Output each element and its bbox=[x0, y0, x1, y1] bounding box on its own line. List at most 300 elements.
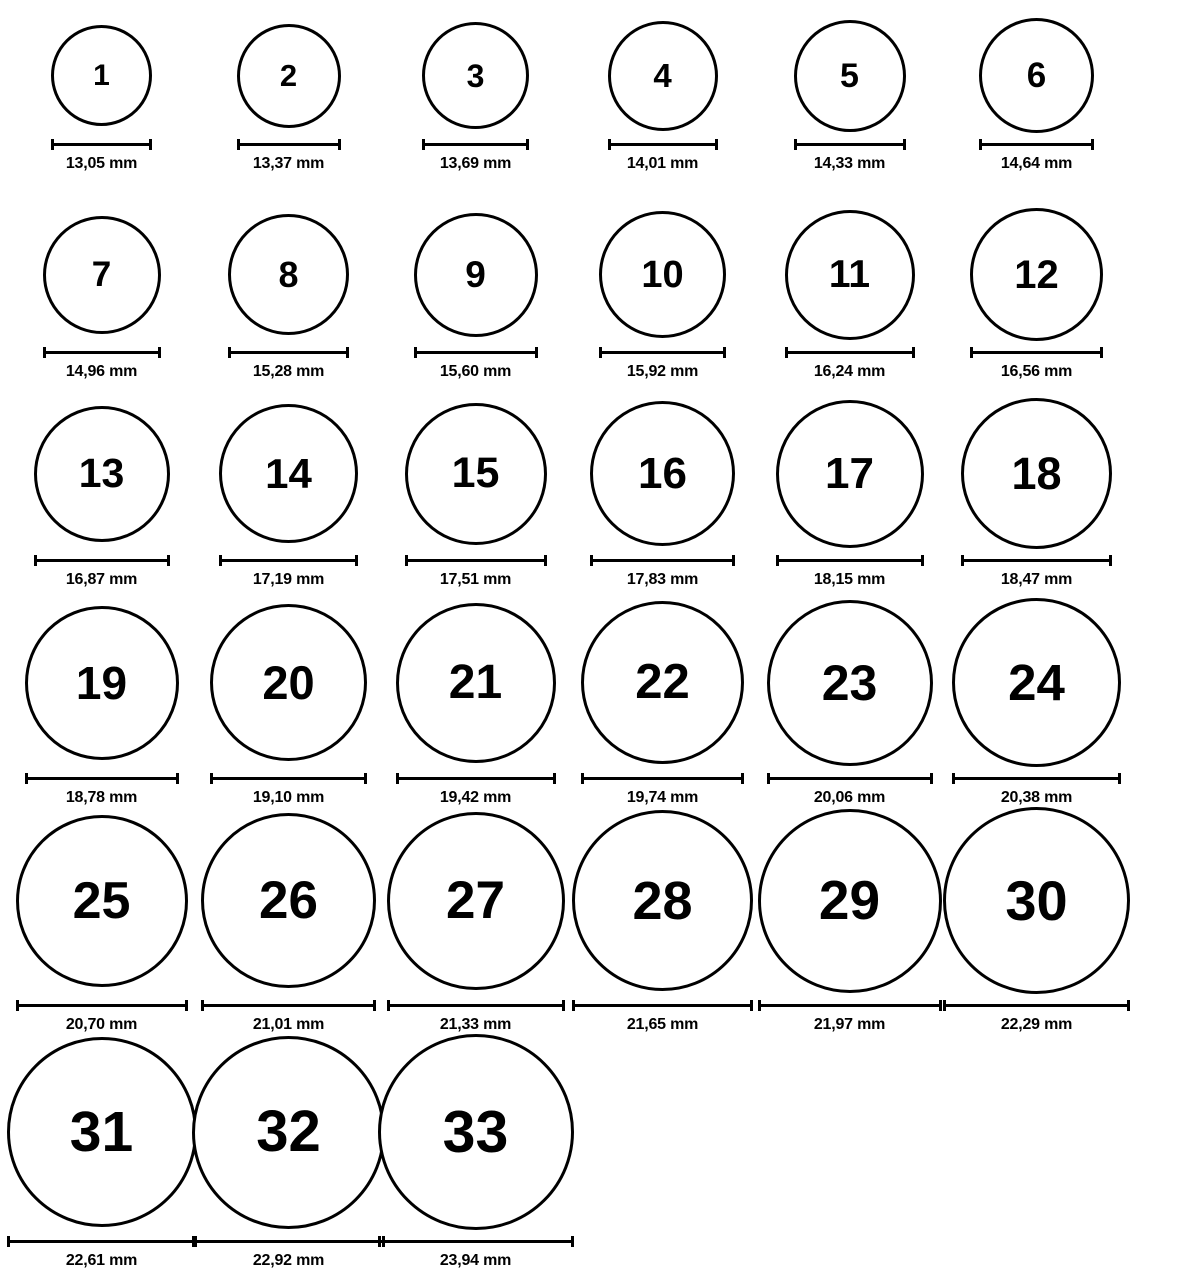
ruler-cap-right bbox=[185, 1000, 188, 1011]
ruler-bar bbox=[43, 351, 161, 354]
ruler-cap-left bbox=[201, 1000, 204, 1011]
ring-circle bbox=[237, 24, 341, 128]
ruler-bar bbox=[201, 1004, 376, 1007]
ruler-cap-left bbox=[34, 555, 37, 566]
ring-circle-wrap bbox=[219, 398, 358, 549]
ruler-cap-left bbox=[237, 139, 240, 150]
ruler-cap-left bbox=[767, 773, 770, 784]
ring-size-cell bbox=[195, 208, 382, 381]
ring-size-number: 33 bbox=[442, 1098, 509, 1165]
ring-size-number: 22 bbox=[635, 655, 690, 709]
ring-size-cell bbox=[756, 398, 943, 589]
ring-size-cell bbox=[8, 807, 195, 1034]
size-row bbox=[8, 208, 1192, 398]
diameter-label: 17,51 mm bbox=[439, 571, 512, 588]
diameter-label: 16,56 mm bbox=[1000, 363, 1073, 380]
ruler-cap-left bbox=[210, 773, 213, 784]
ring-size-number: 2 bbox=[279, 58, 298, 93]
ring-circle bbox=[794, 20, 906, 132]
ring-circle-wrap bbox=[970, 208, 1103, 341]
ruler-cap-left bbox=[387, 1000, 390, 1011]
ruler-cap-right bbox=[921, 555, 924, 566]
ring-size-number: 15 bbox=[451, 449, 500, 497]
ruler-cap-left bbox=[16, 1000, 19, 1011]
ring-circle-wrap bbox=[396, 598, 556, 767]
ring-size-cell bbox=[382, 1034, 569, 1270]
diameter-ruler bbox=[405, 555, 547, 566]
ring-size-cell bbox=[943, 18, 1130, 173]
ruler-cap-right bbox=[553, 773, 556, 784]
ruler-cap-right bbox=[903, 139, 906, 150]
ring-circle bbox=[970, 208, 1103, 341]
ring-size-number: 29 bbox=[818, 869, 881, 931]
ring-size-number: 8 bbox=[278, 253, 299, 295]
ring-circle-wrap bbox=[952, 598, 1121, 767]
ring-circle bbox=[201, 813, 376, 988]
diameter-ruler bbox=[785, 347, 915, 358]
ruler-cap-right bbox=[149, 139, 152, 150]
diameter-ruler bbox=[219, 555, 358, 566]
diameter-ruler bbox=[237, 139, 341, 150]
ruler-bar bbox=[228, 351, 349, 354]
ring-size-number: 9 bbox=[465, 254, 486, 295]
ring-circle-wrap bbox=[961, 398, 1112, 549]
diameter-ruler bbox=[16, 1000, 188, 1011]
ruler-cap-left bbox=[219, 555, 222, 566]
ring-circle bbox=[414, 213, 538, 337]
ruler-bar bbox=[776, 559, 924, 562]
ring-size-cell bbox=[943, 208, 1130, 381]
ring-circle bbox=[16, 815, 188, 987]
diameter-label: 19,42 mm bbox=[439, 789, 512, 806]
diameter-label: 15,92 mm bbox=[626, 363, 699, 380]
ruler-bar bbox=[794, 143, 906, 146]
ruler-cap-right bbox=[1118, 773, 1121, 784]
diameter-label: 14,33 mm bbox=[813, 155, 886, 172]
ring-size-cell bbox=[8, 398, 195, 589]
ring-circle bbox=[387, 812, 565, 990]
ring-circle bbox=[405, 403, 547, 545]
diameter-ruler bbox=[422, 139, 529, 150]
ring-circle-wrap bbox=[378, 1034, 574, 1230]
ring-circle-wrap bbox=[572, 807, 753, 994]
ring-size-number: 24 bbox=[1008, 654, 1065, 711]
size-row bbox=[8, 1034, 1192, 1270]
diameter-label: 20,38 mm bbox=[1000, 789, 1073, 806]
ring-circle-wrap bbox=[599, 208, 726, 341]
diameter-label: 14,96 mm bbox=[65, 363, 138, 380]
ruler-cap-left bbox=[785, 347, 788, 358]
ruler-cap-right bbox=[1100, 347, 1103, 358]
ring-size-cell bbox=[382, 807, 569, 1034]
diameter-ruler bbox=[414, 347, 538, 358]
diameter-label: 13,69 mm bbox=[439, 155, 512, 172]
diameter-label: 21,33 mm bbox=[439, 1016, 512, 1033]
ring-size-number: 32 bbox=[256, 1099, 321, 1164]
ring-size-number: 12 bbox=[1014, 252, 1059, 297]
ring-circle-wrap bbox=[590, 398, 735, 549]
ruler-bar bbox=[378, 1240, 574, 1243]
ring-size-cell bbox=[569, 398, 756, 589]
diameter-ruler bbox=[7, 1236, 197, 1247]
ruler-cap-left bbox=[378, 1236, 381, 1247]
ring-circle-wrap bbox=[405, 398, 547, 549]
ruler-bar bbox=[192, 1240, 385, 1243]
ring-circle-wrap bbox=[228, 208, 349, 341]
diameter-ruler bbox=[396, 773, 556, 784]
ring-size-cell bbox=[8, 208, 195, 381]
ring-circle-wrap bbox=[237, 18, 341, 133]
ruler-cap-left bbox=[414, 347, 417, 358]
size-row bbox=[8, 807, 1192, 1034]
ruler-cap-left bbox=[794, 139, 797, 150]
diameter-ruler bbox=[581, 773, 744, 784]
ruler-cap-left bbox=[51, 139, 54, 150]
ring-size-number: 7 bbox=[91, 255, 112, 294]
ruler-cap-left bbox=[572, 1000, 575, 1011]
diameter-ruler bbox=[794, 139, 906, 150]
ruler-bar bbox=[422, 143, 529, 146]
ring-size-cell bbox=[8, 598, 195, 807]
diameter-ruler bbox=[608, 139, 718, 150]
diameter-ruler bbox=[943, 1000, 1130, 1011]
ruler-bar bbox=[970, 351, 1103, 354]
diameter-ruler bbox=[970, 347, 1103, 358]
diameter-ruler bbox=[572, 1000, 753, 1011]
diameter-ruler bbox=[590, 555, 735, 566]
ring-circle bbox=[7, 1037, 197, 1227]
diameter-ruler bbox=[961, 555, 1112, 566]
diameter-label: 22,92 mm bbox=[252, 1252, 325, 1269]
ring-size-number: 18 bbox=[1011, 448, 1062, 499]
diameter-ruler bbox=[387, 1000, 565, 1011]
ring-size-cell bbox=[195, 807, 382, 1034]
ring-size-number: 10 bbox=[641, 253, 684, 296]
ruler-cap-right bbox=[1109, 555, 1112, 566]
ruler-cap-right bbox=[544, 555, 547, 566]
ruler-cap-left bbox=[758, 1000, 761, 1011]
ruler-bar bbox=[979, 143, 1094, 146]
ring-circle bbox=[979, 18, 1094, 133]
ruler-bar bbox=[961, 559, 1112, 562]
size-row bbox=[8, 398, 1192, 598]
ring-circle-wrap bbox=[25, 598, 179, 767]
diameter-label: 16,87 mm bbox=[65, 571, 138, 588]
ring-size-number: 1 bbox=[93, 58, 110, 92]
ruler-cap-right bbox=[338, 139, 341, 150]
ruler-cap-left bbox=[776, 555, 779, 566]
diameter-label: 19,10 mm bbox=[252, 789, 325, 806]
ring-size-cell bbox=[8, 18, 195, 173]
ring-size-number: 14 bbox=[265, 449, 312, 497]
diameter-label: 15,28 mm bbox=[252, 363, 325, 380]
ring-size-cell bbox=[943, 598, 1130, 807]
ruler-cap-right bbox=[535, 347, 538, 358]
diameter-label: 21,97 mm bbox=[813, 1016, 886, 1033]
ring-circle bbox=[590, 401, 735, 546]
ruler-cap-left bbox=[422, 139, 425, 150]
ruler-bar bbox=[219, 559, 358, 562]
ring-circle bbox=[572, 810, 753, 991]
ruler-bar bbox=[51, 143, 152, 146]
ring-size-cell bbox=[195, 18, 382, 173]
ruler-cap-left bbox=[608, 139, 611, 150]
ring-circle-wrap bbox=[785, 208, 915, 341]
ring-size-number: 5 bbox=[840, 56, 859, 95]
ring-size-cell bbox=[569, 208, 756, 381]
ruler-bar bbox=[785, 351, 915, 354]
ruler-bar bbox=[599, 351, 726, 354]
diameter-ruler bbox=[228, 347, 349, 358]
ring-circle-wrap bbox=[201, 807, 376, 994]
ruler-bar bbox=[590, 559, 735, 562]
ruler-bar bbox=[25, 777, 179, 780]
ring-circle-wrap bbox=[210, 598, 367, 767]
ring-circle-wrap bbox=[422, 18, 529, 133]
ruler-bar bbox=[210, 777, 367, 780]
diameter-ruler bbox=[378, 1236, 574, 1247]
ruler-cap-right bbox=[562, 1000, 565, 1011]
ring-circle bbox=[51, 25, 152, 126]
diameter-label: 17,19 mm bbox=[252, 571, 325, 588]
ring-circle bbox=[599, 211, 726, 338]
ring-circle-wrap bbox=[414, 208, 538, 341]
ring-circle bbox=[785, 210, 915, 340]
ring-size-cell bbox=[195, 398, 382, 589]
ring-circle bbox=[25, 606, 179, 760]
ring-circle-wrap bbox=[758, 807, 942, 994]
diameter-label: 18,15 mm bbox=[813, 571, 886, 588]
ring-circle-wrap bbox=[581, 598, 744, 767]
ruler-cap-left bbox=[970, 347, 973, 358]
diameter-ruler bbox=[43, 347, 161, 358]
ruler-cap-right bbox=[355, 555, 358, 566]
ring-circle bbox=[43, 216, 161, 334]
ring-circle-wrap bbox=[192, 1034, 385, 1230]
ruler-cap-left bbox=[952, 773, 955, 784]
ring-size-number: 28 bbox=[632, 870, 693, 931]
ring-size-number: 25 bbox=[72, 871, 131, 930]
ring-size-cell bbox=[756, 208, 943, 381]
ruler-cap-right bbox=[364, 773, 367, 784]
diameter-ruler bbox=[758, 1000, 942, 1011]
ring-circle-wrap bbox=[7, 1034, 197, 1230]
diameter-ruler bbox=[51, 139, 152, 150]
ring-circle-wrap bbox=[767, 598, 933, 767]
diameter-label: 15,60 mm bbox=[439, 363, 512, 380]
ruler-bar bbox=[396, 777, 556, 780]
ruler-cap-right bbox=[1127, 1000, 1130, 1011]
ring-size-number: 17 bbox=[825, 448, 874, 498]
ring-circle bbox=[943, 807, 1130, 994]
ruler-cap-right bbox=[373, 1000, 376, 1011]
ring-size-number: 20 bbox=[262, 656, 315, 709]
diameter-label: 21,65 mm bbox=[626, 1016, 699, 1033]
ruler-cap-left bbox=[405, 555, 408, 566]
ruler-cap-left bbox=[581, 773, 584, 784]
ruler-cap-right bbox=[1091, 139, 1094, 150]
diameter-label: 18,47 mm bbox=[1000, 571, 1073, 588]
ring-circle-wrap bbox=[387, 807, 565, 994]
ring-size-number: 27 bbox=[446, 871, 505, 930]
ring-size-cell bbox=[943, 398, 1130, 589]
diameter-ruler bbox=[25, 773, 179, 784]
diameter-ruler bbox=[979, 139, 1094, 150]
diameter-ruler bbox=[34, 555, 170, 566]
ring-size-number: 6 bbox=[1026, 56, 1047, 95]
ruler-bar bbox=[581, 777, 744, 780]
diameter-label: 20,70 mm bbox=[65, 1016, 138, 1033]
diameter-ruler bbox=[767, 773, 933, 784]
ring-size-cell bbox=[195, 598, 382, 807]
ring-circle bbox=[210, 604, 367, 761]
diameter-label: 20,06 mm bbox=[813, 789, 886, 806]
diameter-ruler bbox=[599, 347, 726, 358]
ring-size-cell bbox=[569, 18, 756, 173]
ring-circle bbox=[758, 809, 942, 993]
ring-circle-wrap bbox=[943, 807, 1130, 994]
ring-size-cell bbox=[382, 18, 569, 173]
ruler-bar bbox=[34, 559, 170, 562]
ring-size-cell bbox=[569, 807, 756, 1034]
ring-size-number: 26 bbox=[259, 871, 318, 930]
ring-circle bbox=[776, 400, 924, 548]
diameter-label: 13,37 mm bbox=[252, 155, 325, 172]
ruler-cap-right bbox=[741, 773, 744, 784]
ring-size-number: 11 bbox=[828, 253, 871, 296]
ring-circle bbox=[396, 603, 556, 763]
ruler-bar bbox=[237, 143, 341, 146]
ruler-bar bbox=[767, 777, 933, 780]
ring-size-number: 4 bbox=[653, 57, 672, 94]
ruler-cap-left bbox=[228, 347, 231, 358]
ruler-bar bbox=[16, 1004, 188, 1007]
ring-circle-wrap bbox=[43, 208, 161, 341]
ruler-cap-right bbox=[346, 347, 349, 358]
ruler-cap-left bbox=[943, 1000, 946, 1011]
diameter-label: 23,94 mm bbox=[439, 1252, 512, 1269]
diameter-ruler bbox=[776, 555, 924, 566]
ring-size-cell bbox=[195, 1034, 382, 1270]
diameter-label: 22,29 mm bbox=[1000, 1016, 1073, 1033]
ring-circle bbox=[961, 398, 1112, 549]
ring-circle bbox=[608, 21, 718, 131]
diameter-label: 13,05 mm bbox=[65, 155, 138, 172]
ruler-cap-right bbox=[158, 347, 161, 358]
diameter-label: 17,83 mm bbox=[626, 571, 699, 588]
diameter-ruler bbox=[192, 1236, 385, 1247]
ring-size-number: 31 bbox=[69, 1099, 134, 1164]
ring-size-number: 19 bbox=[75, 656, 128, 709]
ring-size-number: 23 bbox=[821, 654, 878, 711]
ruler-bar bbox=[758, 1004, 942, 1007]
ruler-bar bbox=[572, 1004, 753, 1007]
ruler-cap-right bbox=[167, 555, 170, 566]
ruler-cap-right bbox=[930, 773, 933, 784]
diameter-ruler bbox=[952, 773, 1121, 784]
ruler-cap-right bbox=[750, 1000, 753, 1011]
diameter-label: 22,61 mm bbox=[65, 1252, 138, 1269]
ring-size-cell bbox=[756, 598, 943, 807]
ruler-cap-left bbox=[961, 555, 964, 566]
ruler-cap-left bbox=[7, 1236, 10, 1247]
ruler-cap-left bbox=[43, 347, 46, 358]
ruler-cap-right bbox=[715, 139, 718, 150]
ring-size-cell bbox=[569, 598, 756, 807]
ring-circle-wrap bbox=[16, 807, 188, 994]
ring-circle-wrap bbox=[34, 398, 170, 549]
ring-circle bbox=[34, 406, 170, 542]
diameter-label: 21,01 mm bbox=[252, 1016, 325, 1033]
size-row bbox=[8, 18, 1192, 208]
ring-circle bbox=[219, 404, 358, 543]
ring-size-number: 30 bbox=[1005, 868, 1068, 932]
ruler-bar bbox=[952, 777, 1121, 780]
ruler-bar bbox=[405, 559, 547, 562]
ring-circle-wrap bbox=[608, 18, 718, 133]
ruler-bar bbox=[943, 1004, 1130, 1007]
ring-size-number: 13 bbox=[78, 450, 125, 496]
ruler-cap-right bbox=[939, 1000, 942, 1011]
ring-circle-wrap bbox=[794, 18, 906, 133]
ring-size-number: 3 bbox=[466, 57, 485, 94]
ring-size-number: 21 bbox=[448, 655, 503, 709]
ruler-cap-left bbox=[599, 347, 602, 358]
ruler-cap-left bbox=[25, 773, 28, 784]
ruler-cap-right bbox=[526, 139, 529, 150]
ruler-cap-left bbox=[396, 773, 399, 784]
diameter-label: 19,74 mm bbox=[626, 789, 699, 806]
ruler-cap-right bbox=[176, 773, 179, 784]
ring-size-cell bbox=[756, 807, 943, 1034]
ruler-cap-right bbox=[723, 347, 726, 358]
ruler-cap-right bbox=[912, 347, 915, 358]
ring-circle bbox=[422, 22, 529, 129]
ruler-bar bbox=[608, 143, 718, 146]
ring-size-cell bbox=[943, 807, 1130, 1034]
ruler-cap-left bbox=[192, 1236, 195, 1247]
ruler-cap-left bbox=[590, 555, 593, 566]
ring-circle bbox=[952, 598, 1121, 767]
ring-circle-wrap bbox=[51, 18, 152, 133]
ring-circle-wrap bbox=[776, 398, 924, 549]
ruler-bar bbox=[7, 1240, 197, 1243]
ring-circle bbox=[378, 1034, 574, 1230]
ring-circle bbox=[581, 601, 744, 764]
ring-size-cell bbox=[8, 1034, 195, 1270]
ruler-cap-right bbox=[571, 1236, 574, 1247]
size-row bbox=[8, 598, 1192, 807]
ruler-cap-right bbox=[732, 555, 735, 566]
diameter-label: 14,64 mm bbox=[1000, 155, 1073, 172]
ring-circle bbox=[767, 600, 933, 766]
ring-circle bbox=[228, 214, 349, 335]
diameter-ruler bbox=[201, 1000, 376, 1011]
ring-size-cell bbox=[382, 208, 569, 381]
ruler-cap-left bbox=[979, 139, 982, 150]
ruler-bar bbox=[414, 351, 538, 354]
ring-size-cell bbox=[756, 18, 943, 173]
diameter-label: 18,78 mm bbox=[65, 789, 138, 806]
diameter-label: 14,01 mm bbox=[626, 155, 699, 172]
ring-circle-wrap bbox=[979, 18, 1094, 133]
diameter-ruler bbox=[210, 773, 367, 784]
ring-size-number: 16 bbox=[638, 448, 687, 498]
diameter-label: 16,24 mm bbox=[813, 363, 886, 380]
ruler-bar bbox=[387, 1004, 565, 1007]
ring-size-cell bbox=[382, 398, 569, 589]
ring-size-cell bbox=[382, 598, 569, 807]
